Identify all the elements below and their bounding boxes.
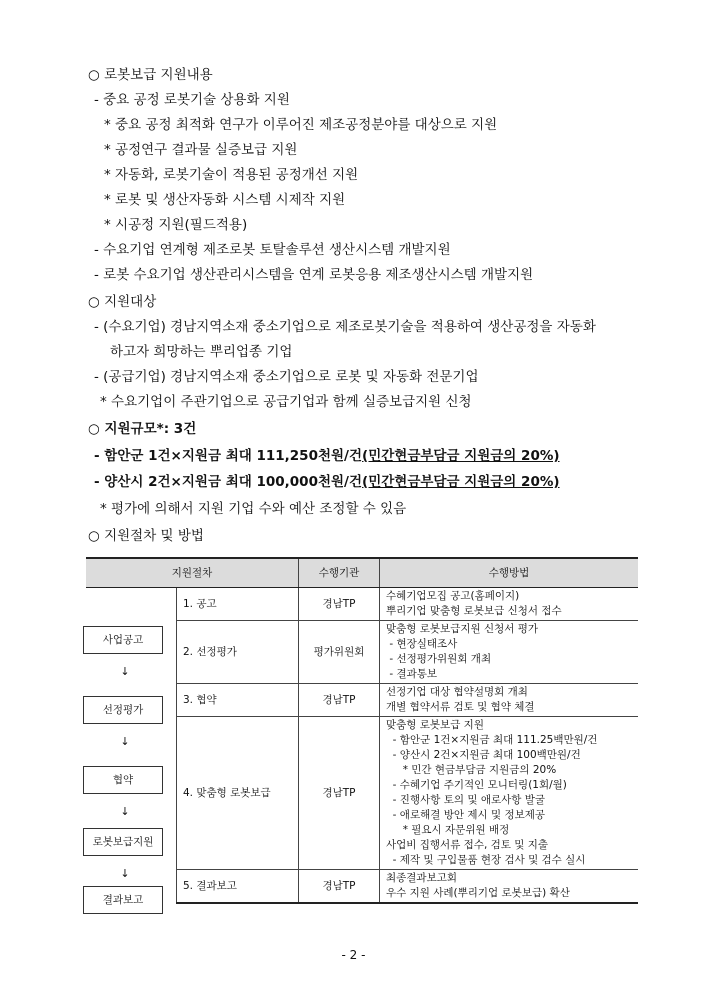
flow-box: 선정평가 <box>83 696 163 724</box>
flow-box: 협약 <box>83 766 163 794</box>
arrow-down-icon: ↓ <box>120 735 130 748</box>
text-line: - (수요기업) 경남지역소재 중소기업으로 제조로봇기술을 적용하여 생산공정을 자동화 <box>94 319 596 335</box>
flow-box: 사업공고 <box>83 626 163 654</box>
heading-support-target: ○ 지원대상 <box>88 294 157 310</box>
text-line: * 중요 공정 최적화 연구가 이루어진 제조공정분야를 대상으로 지원 <box>104 117 498 133</box>
table-header: 수행방법 <box>380 558 639 588</box>
text-line: * 로봇 및 생산자동화 시스템 시제작 지원 <box>104 192 346 208</box>
page-number: - 2 - <box>341 948 366 962</box>
method-line: 맞춤형 로봇보급지원 신청서 평가 <box>386 623 539 635</box>
step-cell: 1. 공고 <box>177 588 299 621</box>
org-cell: 경남TP <box>299 588 380 621</box>
text-line: - 로봇 수요기업 생산관리시스템을 연계 로봇응용 제조생산시스템 개발지원 <box>94 267 534 283</box>
method-cell <box>380 684 639 717</box>
table-row <box>86 588 638 621</box>
method-line: - 현장실태조사 <box>386 638 458 650</box>
method-line: - 애로해결 방안 제시 및 정보제공 <box>386 809 546 821</box>
org-cell: 평가위원회 <box>299 621 380 684</box>
table-header: 수행기관 <box>299 558 380 588</box>
table-header: 지원절차 <box>86 558 299 588</box>
method-line: 최종결과보고회 <box>386 872 458 884</box>
procedure-table <box>86 557 638 904</box>
table-header-row <box>86 558 638 588</box>
method-line: 선정기업 대상 협약설명회 개최 <box>386 686 528 698</box>
step-cell: 2. 선정평가 <box>177 621 299 684</box>
step-cell: 5. 결과보고 <box>177 870 299 904</box>
text-line: - 양산시 2건×지원금 최대 100,000천원/건(민간현금부담금 지원금의 20%) <box>94 474 560 490</box>
method-line: - 양산시 2건×지원금 최대 100백만원/건 <box>386 749 581 761</box>
text-line: * 시공정 지원(필드적용) <box>104 217 248 233</box>
method-line: 개별 협약서류 검토 및 협약 체결 <box>386 701 535 713</box>
text-line: * 공정연구 결과물 실증보급 지원 <box>104 142 298 158</box>
org-cell: 경남TP <box>299 717 380 870</box>
method-line: 사업비 집행서류 접수, 검토 및 지출 <box>386 839 549 851</box>
method-line: 뿌리기업 맞춤형 로봇보급 신청서 접수 <box>386 605 562 617</box>
org-cell: 경남TP <box>299 870 380 904</box>
flow-box: 로봇보급지원 <box>83 828 163 856</box>
method-line: - 함안군 1건×지원금 최대 111.25백만원/건 <box>386 734 598 746</box>
method-line: 우수 지원 사례(뿌리기업 로봇보급) 확산 <box>386 887 570 899</box>
flow-chart <box>86 588 177 904</box>
arrow-down-icon: ↓ <box>120 805 130 818</box>
method-line: * 민간 현금부담금 지원금의 20% <box>386 764 557 776</box>
method-line: 수혜기업모집 공고(홈페이지) <box>386 590 520 602</box>
text-line: 하고자 희망하는 뿌리업종 기업 <box>110 344 293 360</box>
text-line: * 수요기업이 주관기업으로 공급기업과 함께 실증보급지원 신청 <box>100 394 472 410</box>
method-cell <box>380 870 639 904</box>
heading-procedure: ○ 지원절차 및 방법 <box>88 528 204 544</box>
method-cell <box>380 621 639 684</box>
step-cell: 4. 맞춤형 로봇보급 <box>177 717 299 870</box>
heading-support-content: ○ 로봇보급 지원내용 <box>88 67 213 83</box>
text-line: - (공급기업) 경남지역소재 중소기업으로 로봇 및 자동화 전문기업 <box>94 369 479 385</box>
text-line: - 수요기업 연계형 제조로봇 토탈솔루션 생산시스템 개발지원 <box>94 242 451 258</box>
text-line: - 중요 공정 로봇기술 상용화 지원 <box>94 92 290 108</box>
method-line: - 진행사항 토의 및 애로사항 발굴 <box>386 794 546 806</box>
flow-box: 결과보고 <box>83 886 163 914</box>
method-line: - 결과통보 <box>386 668 438 680</box>
heading-support-scale: ○ 지원규모*: 3건 <box>88 421 197 437</box>
method-line: 맞춤형 로봇보급 지원 <box>386 719 484 731</box>
text-line: - 함안군 1건×지원금 최대 111,250천원/건(민간현금부담금 지원금의 20%) <box>94 448 560 464</box>
text-line: * 평가에 의해서 지원 기업 수와 예산 조정할 수 있음 <box>100 501 407 517</box>
arrow-down-icon: ↓ <box>120 867 130 880</box>
method-line: - 수혜기업 주기적인 모니터링(1회/월) <box>386 779 567 791</box>
arrow-down-icon: ↓ <box>120 665 130 678</box>
method-line: - 제작 및 구입물품 현장 검사 및 검수 실시 <box>386 854 586 866</box>
org-cell: 경남TP <box>299 684 380 717</box>
text-line: * 자동화, 로봇기술이 적용된 공정개선 지원 <box>104 167 359 183</box>
method-cell <box>380 588 639 621</box>
method-line: * 필요시 자문위원 배정 <box>386 824 510 836</box>
method-cell <box>380 717 639 870</box>
method-line: - 선정평가위원회 개최 <box>386 653 492 665</box>
step-cell: 3. 협약 <box>177 684 299 717</box>
